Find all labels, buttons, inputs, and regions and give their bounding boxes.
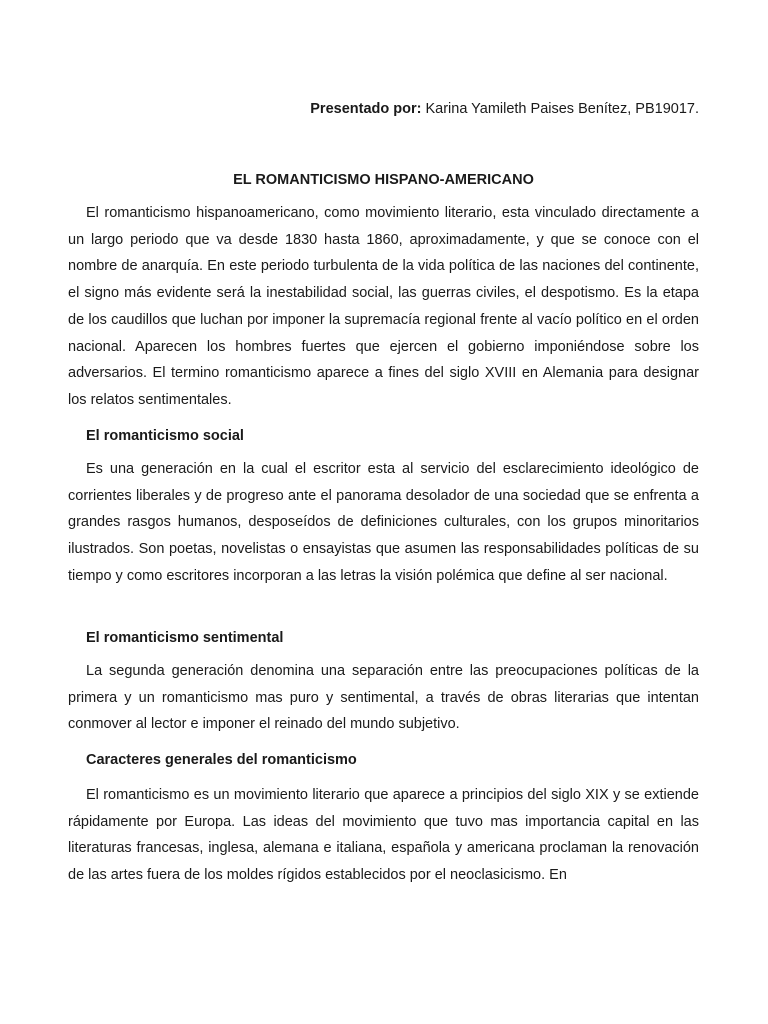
intro-paragraph: El romanticismo hispanoamericano, como movimiento literario, esta vinculado directamente a un largo periodo que va desde 1830 hasta 1860, aproximadamente, y que se conoce con el nombre de anarquía. En este periodo turbulenta de la vida política de las naciones del continente, el signo más evidente será la inestabilidad social, las guerras civiles, el despotismo. Es la etapa de los caudillos que luchan por imponer la supremacía regional frente al vacío político en el orden nacional. Aparecen los hombres fuertes que ejercen el gobierno imponiéndose sobre los adversarios. El termino romanticismo aparece a fines del siglo XVIII en Alemania para designar los relatos sentimentales. xyxy=(68,205,699,408)
heading-sentimental: El romanticismo sentimental xyxy=(86,630,284,646)
presenter-line xyxy=(310,96,699,122)
sentimental-paragraph: La segunda generación denomina una separación entre las preocupaciones políticas de la primera y un romanticismo mas puro y sentimental, a través de obras literarias que intentan conmover al lector e imponer el reinado del mundo subjetivo. xyxy=(68,663,699,733)
intro-section xyxy=(68,200,699,414)
sentimental-section xyxy=(68,658,699,738)
social-paragraph: Es una generación en la cual el escritor esta al servicio del esclarecimiento ideológico de corrientes liberales y de progreso ante el panorama desolador de una sociedad que se enfrenta a grandes rasgos humanos, desposeídos de definiciones culturales, con los grupos minoritarios ilustrados. Son poetas, novelistas o ensayistas que asumen las responsabilidades políticas de su tiempo y como escritores incorporan a las letras la visión polémica que define al ser nacional. xyxy=(68,461,699,584)
document-title: EL ROMANTICISMO HISPANO-AMERICANO xyxy=(233,172,534,188)
presenter-name: Karina Yamileth Paises Benítez, PB19017. xyxy=(421,101,699,117)
social-section xyxy=(68,456,699,590)
presenter-label: Presentado por: xyxy=(310,101,422,117)
heading-social: El romanticismo social xyxy=(86,428,244,444)
general-section xyxy=(68,782,699,889)
heading-general: Caracteres generales del romanticismo xyxy=(86,752,357,768)
general-paragraph: El romanticismo es un movimiento literario que aparece a principios del siglo XIX y se extiende rápidamente por Europa. Las ideas del movimiento que tuvo mas importancia capital en las literaturas francesas, inglesa, alemana e italiana, española y americana proclaman la renovación de las artes fuera de los moldes rígidos establecidos por el neoclasicismo. En xyxy=(68,787,699,884)
